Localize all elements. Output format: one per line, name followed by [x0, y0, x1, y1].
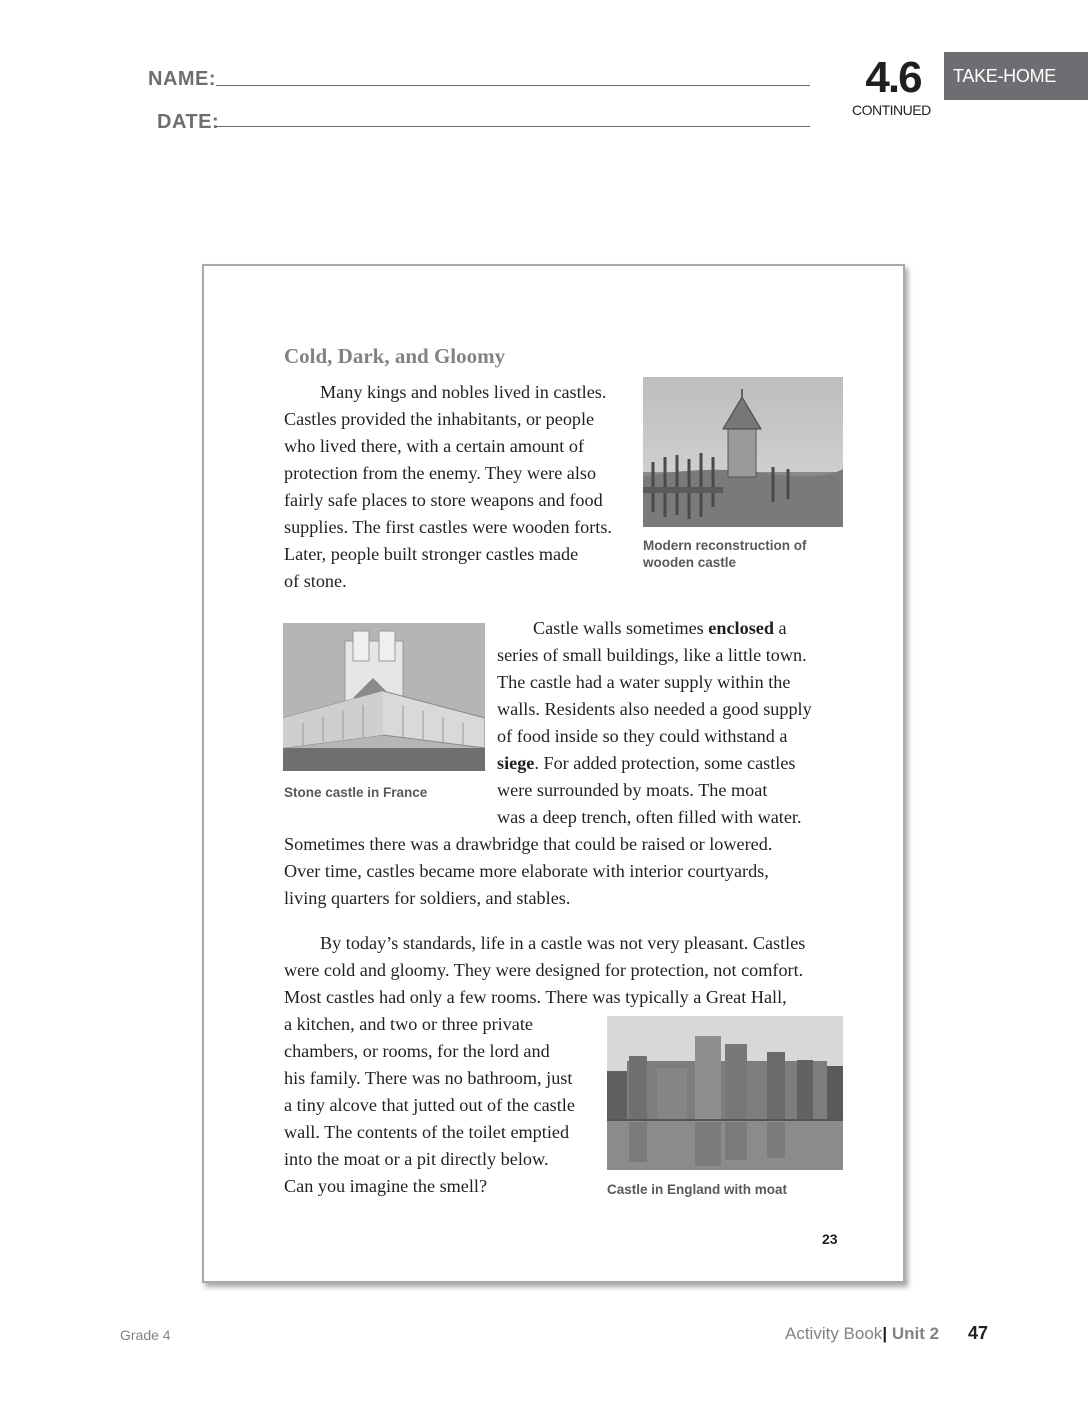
text-line: series of small buildings, like a little town.: [497, 645, 807, 665]
text-line: protection from the enemy. They were also: [284, 463, 597, 483]
text-fragment: Castle walls sometimes: [533, 618, 709, 638]
text-line: were surrounded by moats. The moat: [497, 780, 768, 800]
text-fragment: . For added protection, some castles: [534, 753, 796, 773]
text-line: a kitchen, and two or three private: [284, 1014, 533, 1034]
text-line: into the moat or a pit directly below.: [284, 1149, 549, 1169]
footer-unit: Unit 2: [891, 1324, 940, 1343]
text-line: Sometimes there was a drawbridge that could be raised or lowered.: [284, 834, 773, 854]
text-line: walls. Residents also needed a good supply: [497, 699, 812, 719]
footer-book: Activity Book: [785, 1324, 883, 1343]
text-line: of food inside so they could withstand a: [497, 726, 788, 746]
text-line: his family. There was no bathroom, just: [284, 1068, 573, 1088]
text-line: By today’s standards, life in a castle was not very pleasant. Castles: [320, 933, 806, 953]
text-line: a tiny alcove that jutted out of the castle: [284, 1095, 575, 1115]
footer-separator: |: [882, 1324, 888, 1343]
england-castle-caption: Castle in England with moat: [607, 1182, 788, 1197]
paragraph-1: [284, 379, 612, 595]
text-line: [497, 750, 812, 777]
vocab-enclosed: enclosed: [708, 618, 774, 638]
paragraph-2: [497, 615, 812, 831]
caption-line: wooden castle: [643, 555, 737, 570]
reader-page-number: 23: [822, 1231, 838, 1247]
footer-page-number: 47: [968, 1323, 989, 1343]
text-line: of stone.: [284, 571, 347, 591]
take-home-tag: TAKE-HOME: [944, 52, 1088, 100]
france-castle-photo: [283, 623, 485, 771]
footer-book-info: [785, 1324, 939, 1344]
name-label: NAME:: [148, 68, 217, 90]
text-line: was a deep trench, often filled with water.: [497, 807, 802, 827]
text-line: Later, people built stronger castles made: [284, 544, 579, 564]
footer-grade: Grade 4: [120, 1327, 171, 1343]
paragraph-2-continued: [284, 831, 772, 912]
text-line: Many kings and nobles lived in castles.: [320, 382, 607, 402]
england-castle-photo: [607, 1016, 843, 1170]
continued-label: CONTINUED: [852, 102, 931, 118]
text-line: [497, 615, 812, 642]
caption-line: Modern reconstruction of: [643, 538, 807, 553]
date-label: DATE:: [157, 111, 220, 133]
text-line: supplies. The first castles were wooden forts.: [284, 517, 612, 537]
france-castle-caption: Stone castle in France: [284, 785, 428, 800]
text-line: Can you imagine the smell?: [284, 1176, 488, 1196]
text-line: The castle had a water supply within the: [497, 672, 791, 692]
text-line: who lived there, with a certain amount of: [284, 436, 584, 456]
text-line: Most castles had only a few rooms. There was typically a Great Hall,: [284, 987, 787, 1007]
text-line: Castles provided the inhabitants, or people: [284, 409, 595, 429]
date-line[interactable]: [216, 126, 810, 127]
text-line: wall. The contents of the toilet emptied: [284, 1122, 570, 1142]
text-fragment: a: [773, 618, 787, 638]
section-heading: Cold, Dark, and Gloomy: [284, 344, 506, 368]
text-line: Over time, castles became more elaborate with interior courtyards,: [284, 861, 769, 881]
text-line: fairly safe places to store weapons and food: [284, 490, 603, 510]
text-line: were cold and gloomy. They were designed for protection, not comfort.: [284, 960, 804, 980]
vocab-siege: siege: [497, 753, 535, 773]
text-line: living quarters for soldiers, and stables.: [284, 888, 571, 908]
lesson-number: 4.6: [865, 53, 921, 102]
wooden-castle-photo: [643, 377, 843, 527]
wooden-castle-caption: [643, 537, 807, 571]
text-line: chambers, or rooms, for the lord and: [284, 1041, 550, 1061]
name-line[interactable]: [216, 85, 810, 86]
